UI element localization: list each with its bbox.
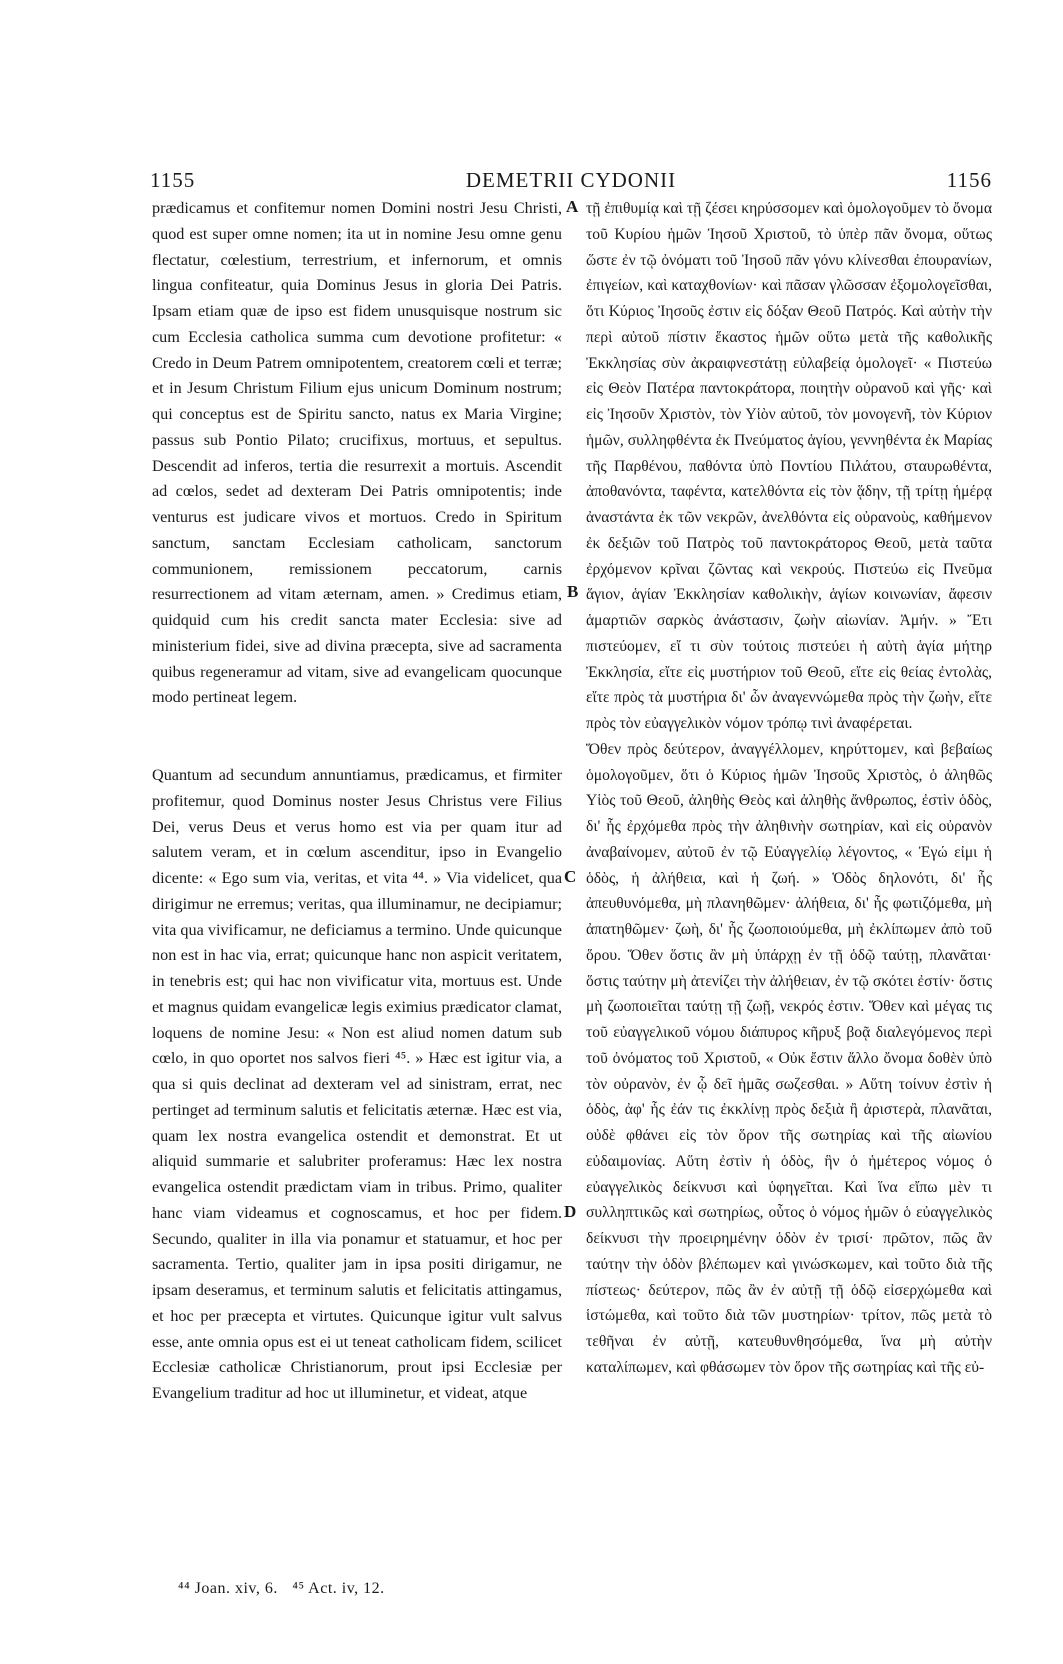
page-header <box>150 168 992 194</box>
greek-paragraph-2: Ὅθεν πρὸς δεύτερον, ἀναγγέλλομεν, κηρύττομεν, καὶ βεβαίως ὁμολογοῦμεν, ὅτι ὁ Κύριος ἡμῶν Ἰησοῦς Χριστὸς, ὁ ἀληθῶς Υἱὸς τοῦ Θεοῦ, ἀληθὴς Θεὸς καὶ ἀληθὴς ἄνθρωπος, ἐστὶν ὁδὸς, δι' ἧς ἐρχόμεθα πρὸς τὴν ἀληθινὴν σωτηρίαν, καὶ εἰς οὐρανὸν ἀναβαίνομεν, αὐτοῦ ἐν τῷ Εὐαγγελίῳ λέγοντος, « Ἐγώ εἰμι ἡ ὁδὸς, ἡ ἀλήθεια, καὶ ἡ ζωή. » Ὁδὸς δηλονότι, δι' ἧς ἀπευθυνόμεθα, μὴ πλανηθῶμεν· ἀλήθεια, δι' ἧς φωτιζόμεθα, μὴ ἀπατηθῶμεν· ζωὴ, δι' ἧς ζωοποιούμεθα, μὴ ἐκλίπωμεν ἀπὸ τοῦ ὅρου. Ὅθεν ὅστις ἂν μὴ ὑπάρχῃ ἐν τῇ ὁδῷ ταύτῃ, πλανᾶται· ὅστις ταύτην μὴ ἀτενίζει τὴν ἀλήθειαν, ἐν τῷ σκότει ἐστίν· ὅστις μὴ ζωοποιεῖται ταύτῃ τῇ ζωῇ, νεκρός ἐστιν. Ὅθεν καὶ μέγας τις τοῦ εὐαγγελικοῦ νόμου διάπυρος κῆρυξ βοᾷ διαλεγόμενος περὶ τοῦ ὀνόματος τοῦ Χριστοῦ, « Οὐκ ἔστιν ἄλλο ὄνομα δοθὲν ὑπὸ τὸν οὐρανὸν, ἐν ᾧ δεῖ ἡμᾶς σωζεσθαι. » Αὕτη τοίνυν ἐστὶν ἡ ὁδὸς, ἀφ' ἧς ἐάν τις ἐκκλίνῃ πρὸς δεξιὰ ἢ ἀριστερὰ, πλανᾶται, οὐδὲ φθάνει εἰς τὸν ὅρον τῆς σωτηρίας καὶ τῆς αἰωνίου εὐδαιμονίας. Αὕτη ἐστὶν ἡ ὁδὸς, ἣν ὁ ἡμέτερος νόμος ὁ εὐαγγελικὸς δείκνυσι καὶ ὑφηγεῖται. Καὶ ἵνα εἴπω μὲν τι συλληπτικῶς καὶ σωτηρίως, οὗτος ὁ νόμος ἡμῶν ὁ εὐαγγελικὸς δείκνυσι τὴν προειρημένην ὁδὸν ἐν τρισί· πρῶτον, πῶς ἂν ταύτην τὴν ὁδὸν βλέπωμεν καὶ γινώσκωμεν, καὶ τοῦτο διὰ τῆς πίστεως· δεύτερον, πῶς ἂν ἐν αὐτῇ τῇ ὁδῷ εἰσερχώμεθα καὶ ἱστώμεθα, καὶ τοῦτο διὰ τῶν μυστηρίων· τρίτον, πῶς μετὰ τὸ τεθῆναι ἐν αὐτῇ, κατευθυνθησόμεθα, ἵνα μὴ αὐτὴν καταλίπωμεν, καὶ φθάσωμεν τὸν ὅρον τῆς σωτηρίας καὶ τῆς εὐ- <box>586 740 992 1376</box>
latin-paragraph-1: prædicamus et confitemur nomen Domini nostri Jesu Christi, quod est super omne nomen; ita ut in nomine Jesu omne genu flectatur, cœlestium, terrestrium, et infernorum, et omnis lingua confiteatur, quia Dominus Jesus in gloria Dei Patris. Ipsam etiam quæ de ipso est fidem unusquisque nostrum sic cum Ecclesia catholica summa cum devotione profitetur: « Credo in Deum Patrem omnipotentem, creatorem cœli et terræ; et in Jesum Christum Filium ejus unicum Dominum nostrum; qui conceptus est de Spiritu sancto, natus ex Maria Virgine; passus sub Pontio Pilato; crucifixus, mortuus, et sepultus. Descendit ad inferos, tertia die resurrexit a mortuis. Ascendit ad cœlos, sedet ad dexteram Dei Patris omnipotentis; inde venturus est judicare vivos et mortuos. Credo in Spiritum sanctum, sanctam Ecclesiam catholicam, sanctorum communionem, remissionem peccatorum, carnis resurrectionem ad vitam æternam, amen. » Credimus etiam, quidquid cum his credit sancta mater Ecclesia: sive ad ministerium fidei, sive ad divina præcepta, sive ad sacramenta quibus regeneramur ad vitam, sive ad evangelicam quocunque modo pertineat legem. <box>152 199 562 707</box>
page-number-right: 1156 <box>946 168 992 192</box>
running-title: DEMETRII CYDONII <box>465 168 677 192</box>
footnote-44: ⁴⁴ Joan. xiv, 6. <box>178 1580 278 1597</box>
footnote-45: ⁴⁵ Act. iv, 12. <box>292 1580 385 1597</box>
greek-column <box>586 196 992 1381</box>
latin-paragraph-2: Quantum ad secundum annuntiamus, prædicamus, et firmiter profitemur, quod Dominus noster Jesus Christus vere Filius Dei, verus Deus et verus homo est via per quam itur ad salutem veram, et in cœlum ascenditur, ipso in Evangelio dicente: « Ego sum via, veritas, et vita ⁴⁴. » Via videlicet, qua dirigimur ne erremus; veritas, qua illuminamur, ne decipiamur; vita qua vivificamur, ne deficiamus a termino. Unde quicunque non est in hac via, errat; quicunque hanc non aspicit veritatem, in tenebris est; qui hac non vivificatur vita, mortuus est. Unde et magnus quidam evangelicæ legis eximius prædicator clamat, loquens de nomine Jesu: « Non est aliud nomen datum sub cœlo, in quo oportet nos salvos fieri ⁴⁵. » Hæc est igitur via, a qua si quis declinat ad dexteram vel ad sinistram, errat, nec pertinget ad terminum salutis et felicitatis æternæ. Hæc est via, quam lex nostra evangelica ostendit et demonstrat. Et ut aliquid summarie et salubriter proferamus: Hæc lex nostra evangelica ostendit prædictam viam in tribus. Primo, qualiter hanc viam videamus et cognoscamus, et hoc per fidem. Secundo, qualiter in illa via ponamur et statuamur, et hoc per sacramenta. Tertio, qualiter jam in ipsa positi dirigamur, ne ipsam deseramus, et terminum salutis et felicitatis attingamus, et hoc per præcepta et virtutes. Quicunque igitur vult salvus esse, ante omnia opus est ei ut teneat catholicam fidem, scilicet Ecclesiæ catholicæ Christianorum, prout ipsi Ecclesiæ per Evangelium traditur ad hoc ut illuminetur, et videat, atque <box>152 766 562 1402</box>
latin-column <box>152 196 562 1407</box>
margin-marker-a: A <box>566 197 579 216</box>
margin-marker-d: D <box>564 1202 577 1221</box>
page-number-left: 1155 <box>150 168 196 192</box>
paragraph-gap <box>152 711 562 763</box>
margin-marker-b: B <box>567 582 579 601</box>
greek-paragraph-1: τῇ ἐπιθυμίᾳ καὶ τῇ ζέσει κηρύσσομεν καὶ ὁμολογοῦμεν τὸ ὄνομα τοῦ Κυρίου ἡμῶν Ἰησοῦ Χριστοῦ, τὸ ὑπὲρ πᾶν ὄνομα, οὕτως ὥστε ἐν τῷ ὀνόματι τοῦ Ἰησοῦ πᾶν γόνυ κλίνεσθαι ἐπουρανίων, ἐπιγείων, καὶ καταχθονίων· καὶ πᾶσαν γλῶσσαν ἐξομολογεῖσθαι, ὅτι Κύριος Ἰησοῦς ἐστιν εἰς δόξαν Θεοῦ Πατρός. Καὶ αὐτὴν τὴν περὶ αὐτοῦ πίστιν ἕκαστος ἡμῶν οὕτω μετὰ τῆς καθολικῆς Ἐκκλησίας σὺν ἀκραιφνεστάτῃ εὐλαβείᾳ ὁμολογεῖ· « Πιστεύω εἰς Θεὸν Πατέρα παντοκράτορα, ποιητὴν οὐρανοῦ καὶ γῆς· καὶ εἰς Ἰησοῦν Χριστὸν, τὸν Υἱὸν αὐτοῦ, τὸν μονογενῆ, τὸν Κύριον ἡμῶν, συλληφθέντα ἐκ Πνεύματος ἁγίου, γεννηθέντα ἐκ Μαρίας τῆς Παρθένου, παθόντα ὑπὸ Ποντίου Πιλάτου, σταυρωθέντα, ἀποθανόντα, ταφέντα, κατελθόντα εἰς τὸν ᾅδην, τῇ τρίτῃ ἡμέρᾳ ἀναστάντα ἐκ τῶν νεκρῶν, ἀνελθόντα εἰς οὐρανοὺς, καθήμενον ἐκ δεξιῶν τοῦ Πατρὸς τοῦ παντοκράτορος Θεοῦ, μετὰ ταῦτα ἐρχόμενον κρῖναι ζῶντας καὶ νεκρούς. Πιστεύω εἰς Πνεῦμα ἅγιον, ἁγίαν Ἐκκλησίαν καθολικὴν, ἁγίων κοινωνίαν, ἄφεσιν ἁμαρτιῶν σαρκὸς ἀνάστασιν, ζωὴν αἰωνίαν. Ἀμήν. » Ἔτι πιστεύομεν, εἴ τι σὺν τούτοις πιστεύει ἡ αὐτὴ ἁγία μήτηρ Ἐκκλησία, εἴτε εἰς μυστήριον τοῦ Θεοῦ, εἴτε εἰς θείας ἐντολὰς, εἴτε πρὸς τὰ μυστήρια δι' ὧν ἀναγεννώμεθα πρὸς τὴν ζωὴν, εἴτε πρὸς τὸν εὐαγγελικὸν νόμον τρόπῳ τινὶ ἀναφέρεται. <box>586 200 992 732</box>
footnotes <box>178 1580 395 1598</box>
margin-marker-c: C <box>564 867 577 886</box>
